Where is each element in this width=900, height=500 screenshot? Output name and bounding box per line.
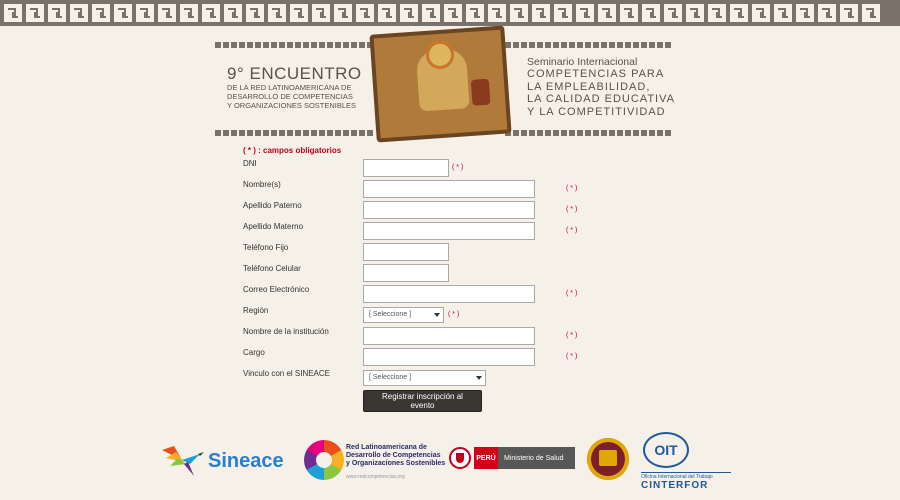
correo-input[interactable] <box>363 285 535 303</box>
nombre-label: Nombre(s) <box>243 180 281 189</box>
banner-right-title <box>527 56 677 118</box>
seminar-title-line: Y LA COMPETITIVIDAD <box>527 105 666 118</box>
greek-key-tile <box>818 4 836 22</box>
event-number: 9° ENCUENTRO <box>227 64 362 83</box>
sponsor-logos <box>0 428 900 498</box>
greek-key-tile <box>48 4 66 22</box>
greek-key-tile <box>356 4 374 22</box>
vinculo-select[interactable] <box>363 370 486 386</box>
oit-subtitle: Oficina Internacional del Trabajo <box>641 472 731 480</box>
institucion-input[interactable] <box>363 327 535 345</box>
required-mark: ( * ) <box>566 227 578 234</box>
seminar-label: Seminario Internacional <box>527 56 638 68</box>
greek-key-tile <box>532 4 550 22</box>
greek-key-tile <box>620 4 638 22</box>
greek-key-tile <box>554 4 572 22</box>
greek-key-tile <box>26 4 44 22</box>
greek-key-tile <box>224 4 242 22</box>
required-mark: ( * ) <box>566 290 578 297</box>
red-latinoamericana-logo <box>302 438 452 486</box>
greek-key-tile <box>752 4 770 22</box>
greek-key-tile <box>4 4 22 22</box>
submit-registration-button[interactable]: Registrar inscripción al evento <box>363 390 482 412</box>
registration-form <box>243 146 603 410</box>
greek-key-tile <box>312 4 330 22</box>
greek-key-tile <box>158 4 176 22</box>
dni-input[interactable] <box>363 159 449 177</box>
vinculo-select-value: [ Seleccione ] <box>369 374 412 381</box>
chevron-down-icon <box>476 376 482 380</box>
peru-shield-icon <box>449 447 471 469</box>
dni-label: DNI <box>243 159 257 168</box>
oit-globe-icon: OIT <box>643 432 689 468</box>
required-mark: ( * ) <box>452 164 464 171</box>
seminar-title-line: LA EMPLEABILIDAD, <box>527 80 651 93</box>
telefono-celular-label: Teléfono Celular <box>243 264 301 273</box>
ministerio-salud-logo <box>449 445 575 473</box>
sineace-logo <box>158 436 298 484</box>
greek-key-tile <box>774 4 792 22</box>
red-logo-url: www.redcompetencias.org <box>346 474 405 480</box>
required-mark: ( * ) <box>448 311 460 318</box>
chevron-down-icon <box>434 313 440 317</box>
greek-key-tile <box>576 4 594 22</box>
required-fields-note: ( * ) : campos obligatorios <box>243 146 342 155</box>
red-logo-line: Desarrollo de Competencias <box>346 452 441 459</box>
telefono-celular-input[interactable] <box>363 264 449 282</box>
apellido-materno-input[interactable] <box>363 222 535 240</box>
greek-key-tile <box>862 4 880 22</box>
seminar-title-line: LA CALIDAD EDUCATIVA <box>527 93 675 105</box>
greek-key-tile <box>334 4 352 22</box>
apellido-paterno-label: Apellido Paterno <box>243 201 302 210</box>
greek-key-tile <box>664 4 682 22</box>
banner-rule <box>505 130 673 136</box>
banner-rule <box>215 42 375 48</box>
region-select-value: [ Seleccione ] <box>369 311 412 318</box>
cinterfor-wordmark: CINTERFOR <box>641 480 709 491</box>
cargo-label: Cargo <box>243 348 265 357</box>
greek-key-tile <box>136 4 154 22</box>
banner-rule <box>505 42 673 48</box>
greek-key-tile <box>642 4 660 22</box>
greek-key-tile <box>598 4 616 22</box>
greek-key-tile <box>466 4 484 22</box>
sineace-wordmark: Sineace <box>208 450 284 472</box>
telefono-fijo-input[interactable] <box>363 243 449 261</box>
greek-key-tile <box>92 4 110 22</box>
apellido-materno-label: Apellido Materno <box>243 222 304 231</box>
greek-key-tile <box>422 4 440 22</box>
event-subtitle-line: DESARROLLO DE COMPETENCIAS <box>227 92 353 101</box>
region-label: Región <box>243 306 269 315</box>
banner-rule <box>215 130 375 136</box>
greek-key-tile <box>290 4 308 22</box>
apellido-paterno-input[interactable] <box>363 201 535 219</box>
figure-head <box>428 43 451 66</box>
hummingbird-icon <box>160 440 204 480</box>
event-subtitle-line: Y ORGANIZACIONES SOSTENIBLES <box>227 101 357 110</box>
greek-key-tile <box>114 4 132 22</box>
greek-key-tile <box>268 4 286 22</box>
greek-key-tile <box>180 4 198 22</box>
peru-label: PERÚ <box>474 447 498 469</box>
red-logo-line: y Organizaciones Sostenibles <box>346 460 446 467</box>
correo-label: Correo Electrónico <box>243 285 310 294</box>
red-logo-line: Red Latinoamericana de <box>346 444 427 451</box>
seminar-title-line: COMPETENCIAS PARA <box>527 68 665 80</box>
event-subtitle-line: DE LA RED LATINOAMERICANA DE <box>227 83 352 92</box>
banner-illustration <box>369 25 511 142</box>
greek-key-tile <box>686 4 704 22</box>
institution-seal-logo <box>587 438 629 480</box>
greek-key-tile <box>246 4 264 22</box>
greek-key-tile <box>708 4 726 22</box>
red-logo-text <box>346 444 454 468</box>
greek-key-tile <box>400 4 418 22</box>
required-mark: ( * ) <box>566 332 578 339</box>
vinculo-label: Vinculo con el SINEACE <box>243 369 331 378</box>
greek-key-tile <box>488 4 506 22</box>
region-select[interactable] <box>363 307 444 323</box>
required-mark: ( * ) <box>566 185 578 192</box>
figure-bag <box>471 79 491 106</box>
event-banner <box>215 30 673 138</box>
greek-key-tile <box>444 4 462 22</box>
oit-cinterfor-logo <box>641 432 731 496</box>
people-circle-icon <box>304 440 344 480</box>
ministerio-label: Ministerio de Salud <box>498 447 575 469</box>
greek-key-tile <box>796 4 814 22</box>
nombre-input[interactable] <box>363 180 535 198</box>
greek-key-tile <box>378 4 396 22</box>
cargo-input[interactable] <box>363 348 535 366</box>
greek-key-tile <box>840 4 858 22</box>
greek-key-border <box>0 0 900 26</box>
greek-key-tile <box>70 4 88 22</box>
greek-key-tile <box>730 4 748 22</box>
banner-left-title <box>227 65 377 110</box>
greek-key-tile <box>510 4 528 22</box>
greek-key-tile <box>202 4 220 22</box>
telefono-fijo-label: Teléfono Fijo <box>243 243 289 252</box>
required-mark: ( * ) <box>566 353 578 360</box>
institucion-label: Nombre de la institución <box>243 327 329 336</box>
required-mark: ( * ) <box>566 206 578 213</box>
